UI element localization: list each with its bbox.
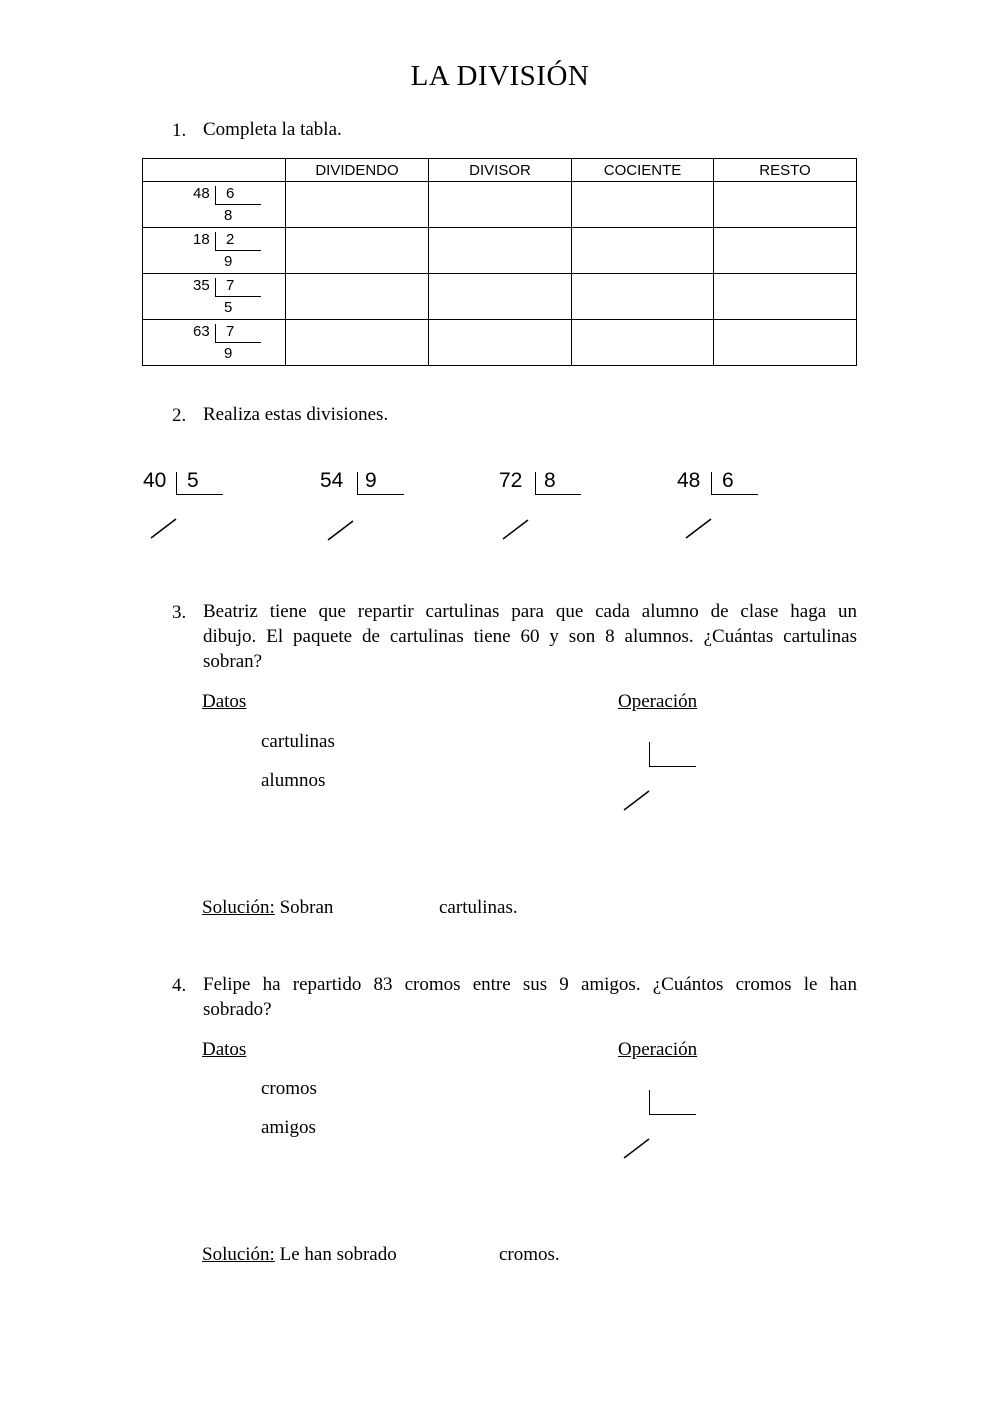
datos-item-cartulinas: cartulinas [261, 731, 335, 752]
exercise-dividend: 54 [320, 469, 344, 492]
operation-division-bracket[interactable] [649, 1090, 696, 1115]
table-header-cociente: COCIENTE [572, 159, 714, 182]
example-divisor: 7 [226, 277, 235, 294]
example-divisor: 2 [226, 231, 235, 248]
question-2-text: Realiza estas divisiones. [203, 404, 389, 425]
solution-line [202, 1242, 397, 1267]
table-header-resto: RESTO [714, 159, 857, 182]
operacion-label: Operación [618, 1039, 698, 1060]
solution-label: Solución: [202, 1244, 275, 1265]
example-divisor: 6 [226, 185, 235, 202]
datos-label: Datos [202, 1039, 247, 1060]
exercise-divisor: 6 [722, 469, 734, 492]
example-dividend: 63 [193, 323, 210, 340]
datos-item-cromos: cromos [261, 1078, 317, 1099]
solution-text: Sobran [279, 897, 334, 918]
table-header-dividendo: DIVIDENDO [286, 159, 429, 182]
exercise-dividend: 40 [143, 469, 167, 492]
question-3-number: 3. [172, 602, 187, 623]
solution-label: Solución: [202, 897, 275, 918]
remainder-stroke [624, 791, 649, 810]
question-3-line-1: Beatriz tiene que repartir cartulinas para que cada alumno de clase haga un [203, 601, 857, 622]
exercise-dividend: 48 [677, 469, 701, 492]
question-1-number: 1. [172, 120, 187, 141]
example-quotient: 9 [224, 253, 233, 270]
solution-line [202, 895, 333, 920]
table-header-divisor: DIVISOR [429, 159, 572, 182]
example-dividend: 35 [193, 277, 210, 294]
example-quotient: 5 [224, 299, 233, 316]
datos-label: Datos [202, 691, 247, 712]
operation-division-bracket[interactable] [649, 742, 696, 767]
question-1-text: Completa la tabla. [203, 119, 342, 140]
example-dividend: 18 [193, 231, 210, 248]
question-4-line-2: sobrado? [203, 999, 272, 1020]
example-dividend: 48 [193, 185, 210, 202]
question-4-line-1: Felipe ha repartido 83 cromos entre sus 9 amigos. ¿Cuántos cromos le han [203, 974, 857, 995]
exercise-dividend: 72 [499, 469, 523, 492]
example-divisor: 7 [226, 323, 235, 340]
question-2-number: 2. [172, 405, 187, 426]
remainder-stroke [328, 521, 353, 540]
operacion-label: Operación [618, 691, 698, 712]
datos-item-alumnos: alumnos [261, 770, 326, 791]
exercise-divisor: 5 [187, 469, 199, 492]
example-quotient: 9 [224, 345, 233, 362]
exercise-divisor: 9 [365, 469, 377, 492]
solution-end: cartulinas. [439, 897, 518, 918]
exercise-divisor: 8 [544, 469, 556, 492]
example-quotient: 8 [224, 207, 233, 224]
datos-item-amigos: amigos [261, 1117, 316, 1138]
question-4-number: 4. [172, 975, 187, 996]
remainder-stroke [503, 520, 528, 539]
page-title: LA DIVISIÓN [410, 60, 590, 92]
solution-text: Le han sobrado [279, 1244, 397, 1265]
remainder-stroke [624, 1139, 649, 1158]
question-3-line-3: sobran? [203, 651, 263, 672]
solution-end: cromos. [499, 1244, 560, 1265]
question-3-line-2: dibujo. El paquete de cartulinas tiene 60 y son 8 alumnos. ¿Cuántas cartulinas [203, 626, 857, 647]
remainder-stroke [151, 519, 176, 538]
remainder-stroke [686, 519, 711, 538]
